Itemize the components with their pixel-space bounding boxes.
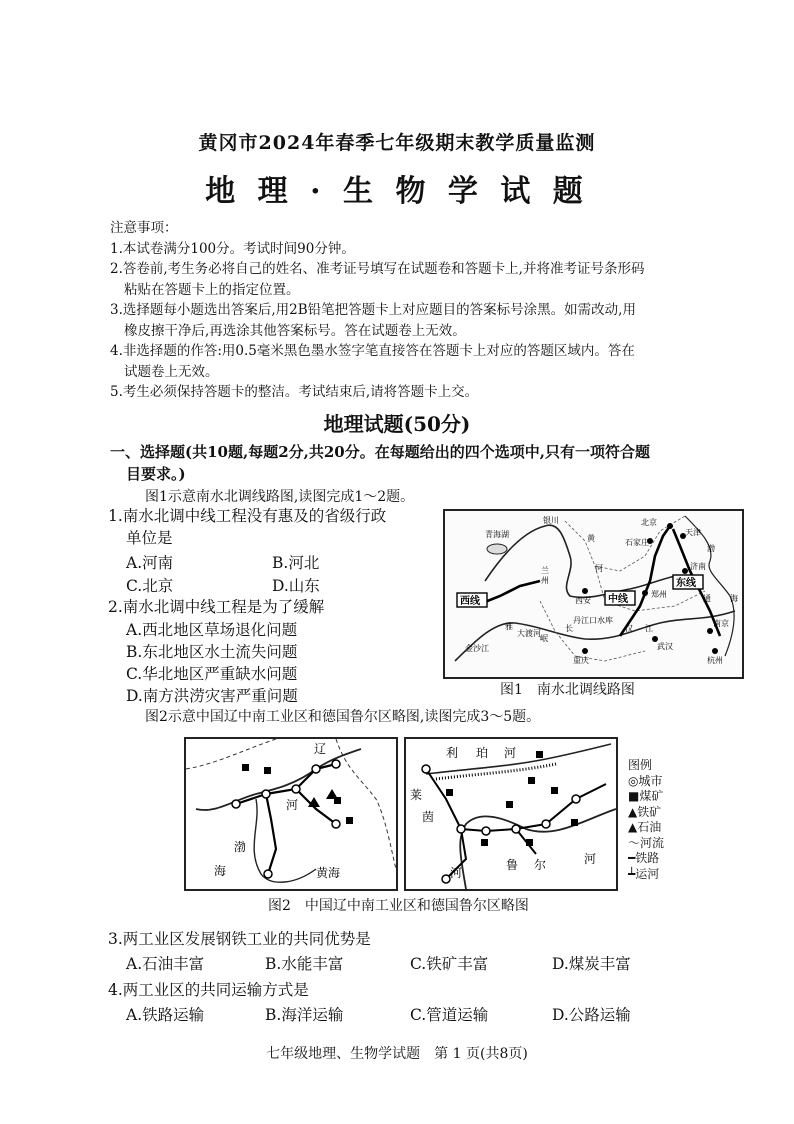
city-marker	[332, 760, 340, 768]
legend-label: 河流	[640, 835, 665, 850]
iron-marker	[326, 789, 338, 799]
map-label: 珀	[476, 746, 489, 760]
map-label: 海	[214, 864, 227, 878]
q2-option-c[interactable]: C.华北地区严重缺水问题	[126, 665, 298, 683]
map-label: 银川	[543, 516, 559, 525]
legend-rail	[628, 851, 664, 867]
legend-label: 城市	[638, 773, 663, 788]
canal-icon: ┷	[628, 866, 636, 881]
coal-marker	[506, 801, 513, 808]
legend-river	[628, 836, 664, 852]
legend-label: 运河	[635, 866, 660, 881]
q4-option-a[interactable]: A.铁路运输	[126, 1006, 205, 1024]
map-label: 莱	[410, 788, 423, 802]
q2-option-a[interactable]: A.西北地区草场退化问题	[126, 621, 298, 639]
map-label: 州	[541, 576, 549, 585]
instruction-item: 2.答卷前,考生务必将自己的姓名、准考证号填写在试题卷和答题卡上,并将准考证号条形码	[110, 261, 645, 277]
instructions-heading: 注意事项：	[110, 220, 178, 236]
legend-canal	[628, 867, 664, 883]
map-label: 郑州	[651, 590, 667, 599]
part-heading-line: 一、选择题(共10题,每题2分,共20分。在每题给出的四个选项中,只有一项符合题	[110, 443, 650, 461]
map-label: 西安	[575, 596, 591, 605]
map-label: 南京	[713, 619, 729, 628]
city-marker	[232, 800, 240, 808]
map-label: 海	[730, 594, 738, 603]
instruction-item: 粘贴在答题卡上的指定位置。	[124, 281, 300, 298]
question-1-stem: 1.南水北调中线工程没有惠及的省级行政	[108, 507, 387, 525]
map-label: 北京	[641, 518, 657, 527]
route-label: 西线	[460, 596, 480, 607]
city-marker	[264, 870, 272, 878]
city-marker	[542, 820, 550, 828]
city-marker	[332, 820, 340, 828]
coal-marker	[551, 787, 558, 794]
q1-option-d[interactable]: D.山东	[272, 577, 320, 595]
q2-option-b[interactable]: B.东北地区水土流失问题	[126, 643, 298, 661]
map-label: 石家庄	[625, 538, 649, 547]
legend-label: 铁矿	[637, 804, 662, 819]
map-label: 长	[565, 624, 573, 633]
south-north-water-map	[445, 511, 742, 677]
ruhr-map	[406, 739, 616, 889]
q1-option-a[interactable]: A.河南	[126, 554, 174, 572]
page-footer: 七年级地理、生物学试题 第 1 页(共8页)	[266, 1046, 528, 1062]
map-label: 渤	[707, 544, 715, 553]
iron-icon: ▲	[628, 804, 638, 819]
figure2-intro: 图2示意中国辽中南工业区和德国鲁尔区略图,读图完成3～5题。	[145, 709, 541, 725]
boundary	[186, 739, 276, 769]
question-2-stem: 2.南水北调中线工程是为了缓解	[108, 598, 325, 616]
exam-header: 黄冈市2024年春季七年级期末教学质量监测	[198, 132, 596, 154]
map-label: 河	[504, 746, 517, 760]
legend-coal	[628, 789, 664, 805]
figure2-liaoning-map	[184, 737, 398, 891]
map-label: 河	[584, 852, 597, 866]
q1-option-c[interactable]: C.北京	[126, 577, 174, 595]
q3-option-b[interactable]: B.水能丰富	[265, 955, 344, 973]
part-heading-line: 目要求。)	[126, 465, 186, 483]
map-label: 鲁	[506, 858, 519, 872]
city-marker	[572, 795, 580, 803]
instruction-item: 4.非选择题的作答:用0.5毫米黑色墨水签字笔直接答在答题卡上对应的答题区域内。答在	[110, 343, 635, 359]
map-label: 汉	[625, 624, 633, 633]
route-label: 东线	[676, 578, 696, 589]
coal-marker	[346, 817, 353, 824]
city-marker	[482, 827, 490, 835]
rhine-ruhr-river	[460, 809, 616, 889]
q2-option-d[interactable]: D.南方洪涝灾害严重问题	[126, 687, 298, 705]
city-marker	[512, 825, 520, 833]
figure1-caption: 图1 南水北调线路图	[500, 682, 635, 698]
coal-marker	[242, 764, 249, 771]
instruction-item: 5.考生必须保持答题卡的整洁。考试结束后,请将答题卡上交。	[110, 384, 479, 400]
railway	[236, 764, 336, 874]
river-icon: ～	[628, 835, 641, 850]
figure1-map	[443, 509, 744, 679]
city-marker	[422, 765, 430, 773]
map-label: 茵	[422, 810, 435, 824]
city-marker	[707, 628, 713, 634]
exam-subject-title: 地 理 · 生 物 学 试 题	[205, 174, 589, 209]
instruction-item: 3.选择题每小题选出答案后,用2B铅笔把答题卡上对应题目的答案标号涂黑。如需改动,用	[110, 302, 636, 318]
city-marker	[642, 590, 648, 596]
figure1-intro: 图1示意南水北调线路图,读图完成1～2题。	[145, 489, 415, 505]
figure2-ruhr-map	[404, 737, 618, 891]
map-label: 济南	[690, 562, 706, 571]
route-label: 中线	[608, 594, 628, 605]
city-marker	[442, 875, 450, 883]
map-label: 辽	[314, 742, 327, 756]
map-label: 通	[703, 594, 711, 603]
legend-iron	[628, 805, 664, 821]
map-label: 河	[286, 798, 299, 812]
section-title: 地理试题(50分)	[323, 412, 471, 436]
rail-icon: ━	[628, 851, 636, 865]
map-label: 雅	[505, 622, 513, 631]
map-label: 天津	[685, 528, 701, 537]
instruction-item: 试题卷上无效。	[124, 363, 219, 380]
city-marker	[457, 825, 465, 833]
map-label: 尔	[534, 858, 547, 872]
lake	[487, 544, 507, 554]
map-label: 青海湖	[485, 530, 509, 539]
instruction-item: 橡皮擦干净后,再选涂其他答案标号。答在试题卷上无效。	[124, 322, 466, 339]
city-marker	[682, 568, 688, 574]
coal-marker	[446, 789, 453, 796]
map-label: 杭州	[707, 656, 723, 665]
liaozhongnan-map	[186, 739, 396, 889]
city-marker	[582, 588, 588, 594]
coal-marker	[481, 839, 488, 846]
map-label: 重庆	[573, 656, 589, 665]
legend-label: 铁路	[635, 851, 660, 865]
q4-option-d[interactable]: D.公路运输	[552, 1006, 631, 1024]
map-label: 金沙江	[465, 644, 489, 653]
map-label: 江	[645, 624, 653, 633]
map-label: 黄	[587, 534, 595, 543]
coal-marker	[264, 767, 271, 774]
map-label: 黄海	[316, 866, 341, 880]
coal-marker	[528, 777, 535, 784]
coal-icon: ■	[628, 789, 640, 803]
oil-icon: ▲	[628, 820, 638, 834]
legend-oil	[628, 820, 664, 836]
city-marker	[262, 790, 270, 798]
map-label: 丹江口水库	[573, 616, 613, 625]
q3-option-d[interactable]: D.煤炭丰富	[552, 955, 631, 973]
q1-option-b[interactable]: B.河北	[272, 554, 320, 572]
map-label: 大渡河	[517, 629, 541, 638]
question-4-stem: 4.两工业区的共同运输方式是	[108, 981, 309, 999]
instruction-item: 1.本试卷满分100分。考试时间90分钟。	[110, 240, 355, 257]
coal-marker	[526, 839, 533, 846]
legend-city	[628, 774, 664, 790]
legend-label: 煤矿	[639, 789, 664, 803]
map-label: 武汉	[657, 642, 673, 651]
city-marker	[312, 765, 320, 773]
instructions	[110, 218, 750, 403]
legend-title: 图例	[628, 758, 653, 772]
coal-marker	[571, 819, 578, 826]
map-label: 利	[446, 746, 459, 760]
map-label: 渤	[234, 840, 247, 854]
city-marker	[582, 648, 588, 654]
question-3-stem: 3.两工业区发展钢铁工业的共同优势是	[108, 930, 371, 948]
city-marker	[712, 648, 718, 654]
question-1-stem-cont: 单位是	[126, 529, 173, 547]
map-label: 河	[595, 564, 603, 573]
q3-option-c[interactable]: C.铁矿丰富	[410, 955, 489, 973]
legend-label: 石油	[637, 820, 662, 834]
figure2-caption: 图2 中国辽中南工业区和德国鲁尔区略图	[268, 898, 529, 914]
coal-marker	[536, 751, 543, 758]
city-marker	[667, 523, 673, 529]
figure2-legend	[628, 758, 664, 882]
map-label: 河	[450, 866, 463, 880]
boundary	[336, 739, 396, 869]
map-label: 岷	[540, 634, 548, 643]
q4-option-c[interactable]: C.管道运输	[410, 1006, 489, 1024]
city-icon: ◎	[628, 773, 639, 788]
q3-option-a[interactable]: A.石油丰富	[126, 955, 205, 973]
map-label: 兰	[541, 566, 549, 575]
city-marker	[292, 785, 300, 793]
part-heading	[110, 441, 750, 485]
q4-option-b[interactable]: B.海洋运输	[265, 1006, 344, 1024]
